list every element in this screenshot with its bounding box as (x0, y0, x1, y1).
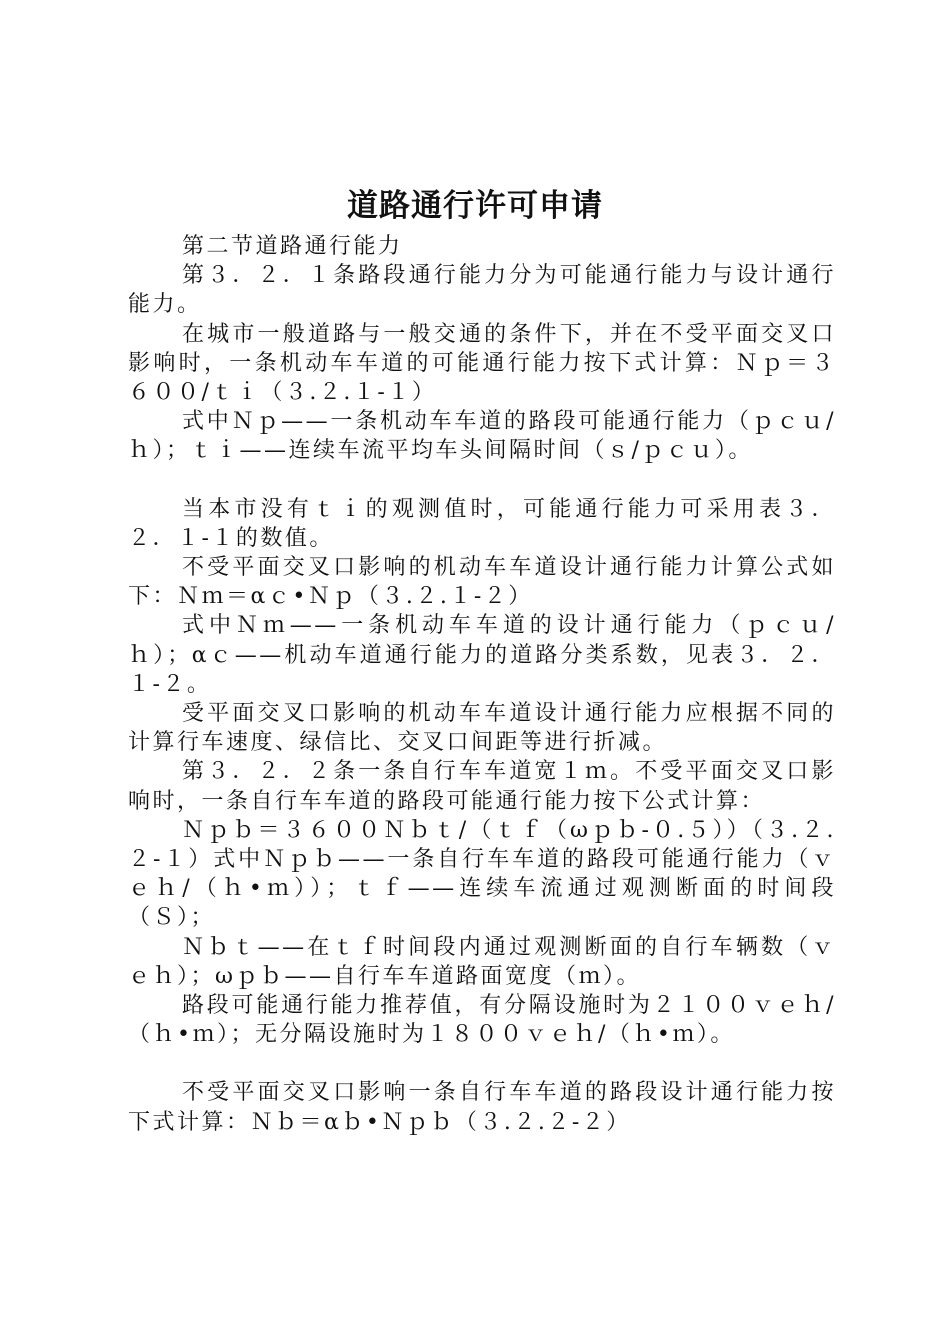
paragraph: 不受平面交叉口影响一条自行车车道的路段设计通行能力按下式计算：Ｎｂ＝αｂ•Ｎｐｂ（３.２.２-２） (128, 1080, 836, 1135)
paragraph: 受平面交叉口影响的机动车车道设计通行能力应根据不同的计算行车速度、绿信比、交叉口间距等进行折减。 (128, 701, 836, 756)
paragraph: Ｎｐｂ＝３６００Ｎｂｔ/（ｔｆ（ωｐｂ-０.５））（３.２.２-１）式中Ｎｐｂ——一条自行车车道的路段可能通行能力（ｖｅｈ/（ｈ•ｍ））；ｔｆ——连续车流通过观测断面的时间段（Ｓ）； (128, 817, 836, 931)
paragraph: 式中Ｎｍ——一条机动车车道的设计通行能力（ｐｃｕ/ｈ）；αｃ——机动车道通行能力的道路分类系数，见表３．２．１-２。 (128, 613, 836, 697)
section-heading: 第二节道路通行能力 (182, 234, 403, 259)
paragraph: 不受平面交叉口影响的机动车车道设计通行能力计算公式如下：Ｎｍ＝αｃ•Ｎｐ（３.２.１-２） (128, 555, 836, 610)
paragraph: 路段可能通行能力推荐值，有分隔设施时为２１００ｖｅｈ/（ｈ•ｍ）；无分隔设施时为１８００ｖｅｈ/（ｈ•ｍ）。 (128, 993, 836, 1048)
document-title: 道路通行许可申请 (347, 188, 603, 224)
paragraph: 在城市一般道路与一般交通的条件下，并在不受平面交叉口影响时，一条机动车车道的可能通行能力按下式计算：Ｎｐ＝３６００/ｔｉ（３.２.１-１） (128, 321, 836, 406)
paragraph: 第３．２．２条一条自行车车道宽１ｍ。不受平面交叉口影响时，一条自行车车道的路段可能通行能力按下公式计算： (128, 759, 836, 814)
paragraph: Ｎｂｔ——在ｔｆ时间段内通过观测断面的自行车辆数（ｖｅｈ）；ωｐｂ——自行车车道路面宽度（ｍ）。 (128, 934, 836, 989)
paragraph: 式中Ｎｐ——一条机动车车道的路段可能通行能力（ｐｃｕ/ｈ）；ｔｉ——连续车流平均车头间隔时间（ｓ/ｐｃｕ）。 (128, 409, 836, 464)
paragraph: 当本市没有ｔｉ的观测值时，可能通行能力可采用表３．２．１-１的数值。 (128, 496, 836, 551)
paragraph: 第３．２．１条路段通行能力分为可能通行能力与设计通行能力。 (128, 263, 836, 318)
document-body (128, 232, 836, 1137)
